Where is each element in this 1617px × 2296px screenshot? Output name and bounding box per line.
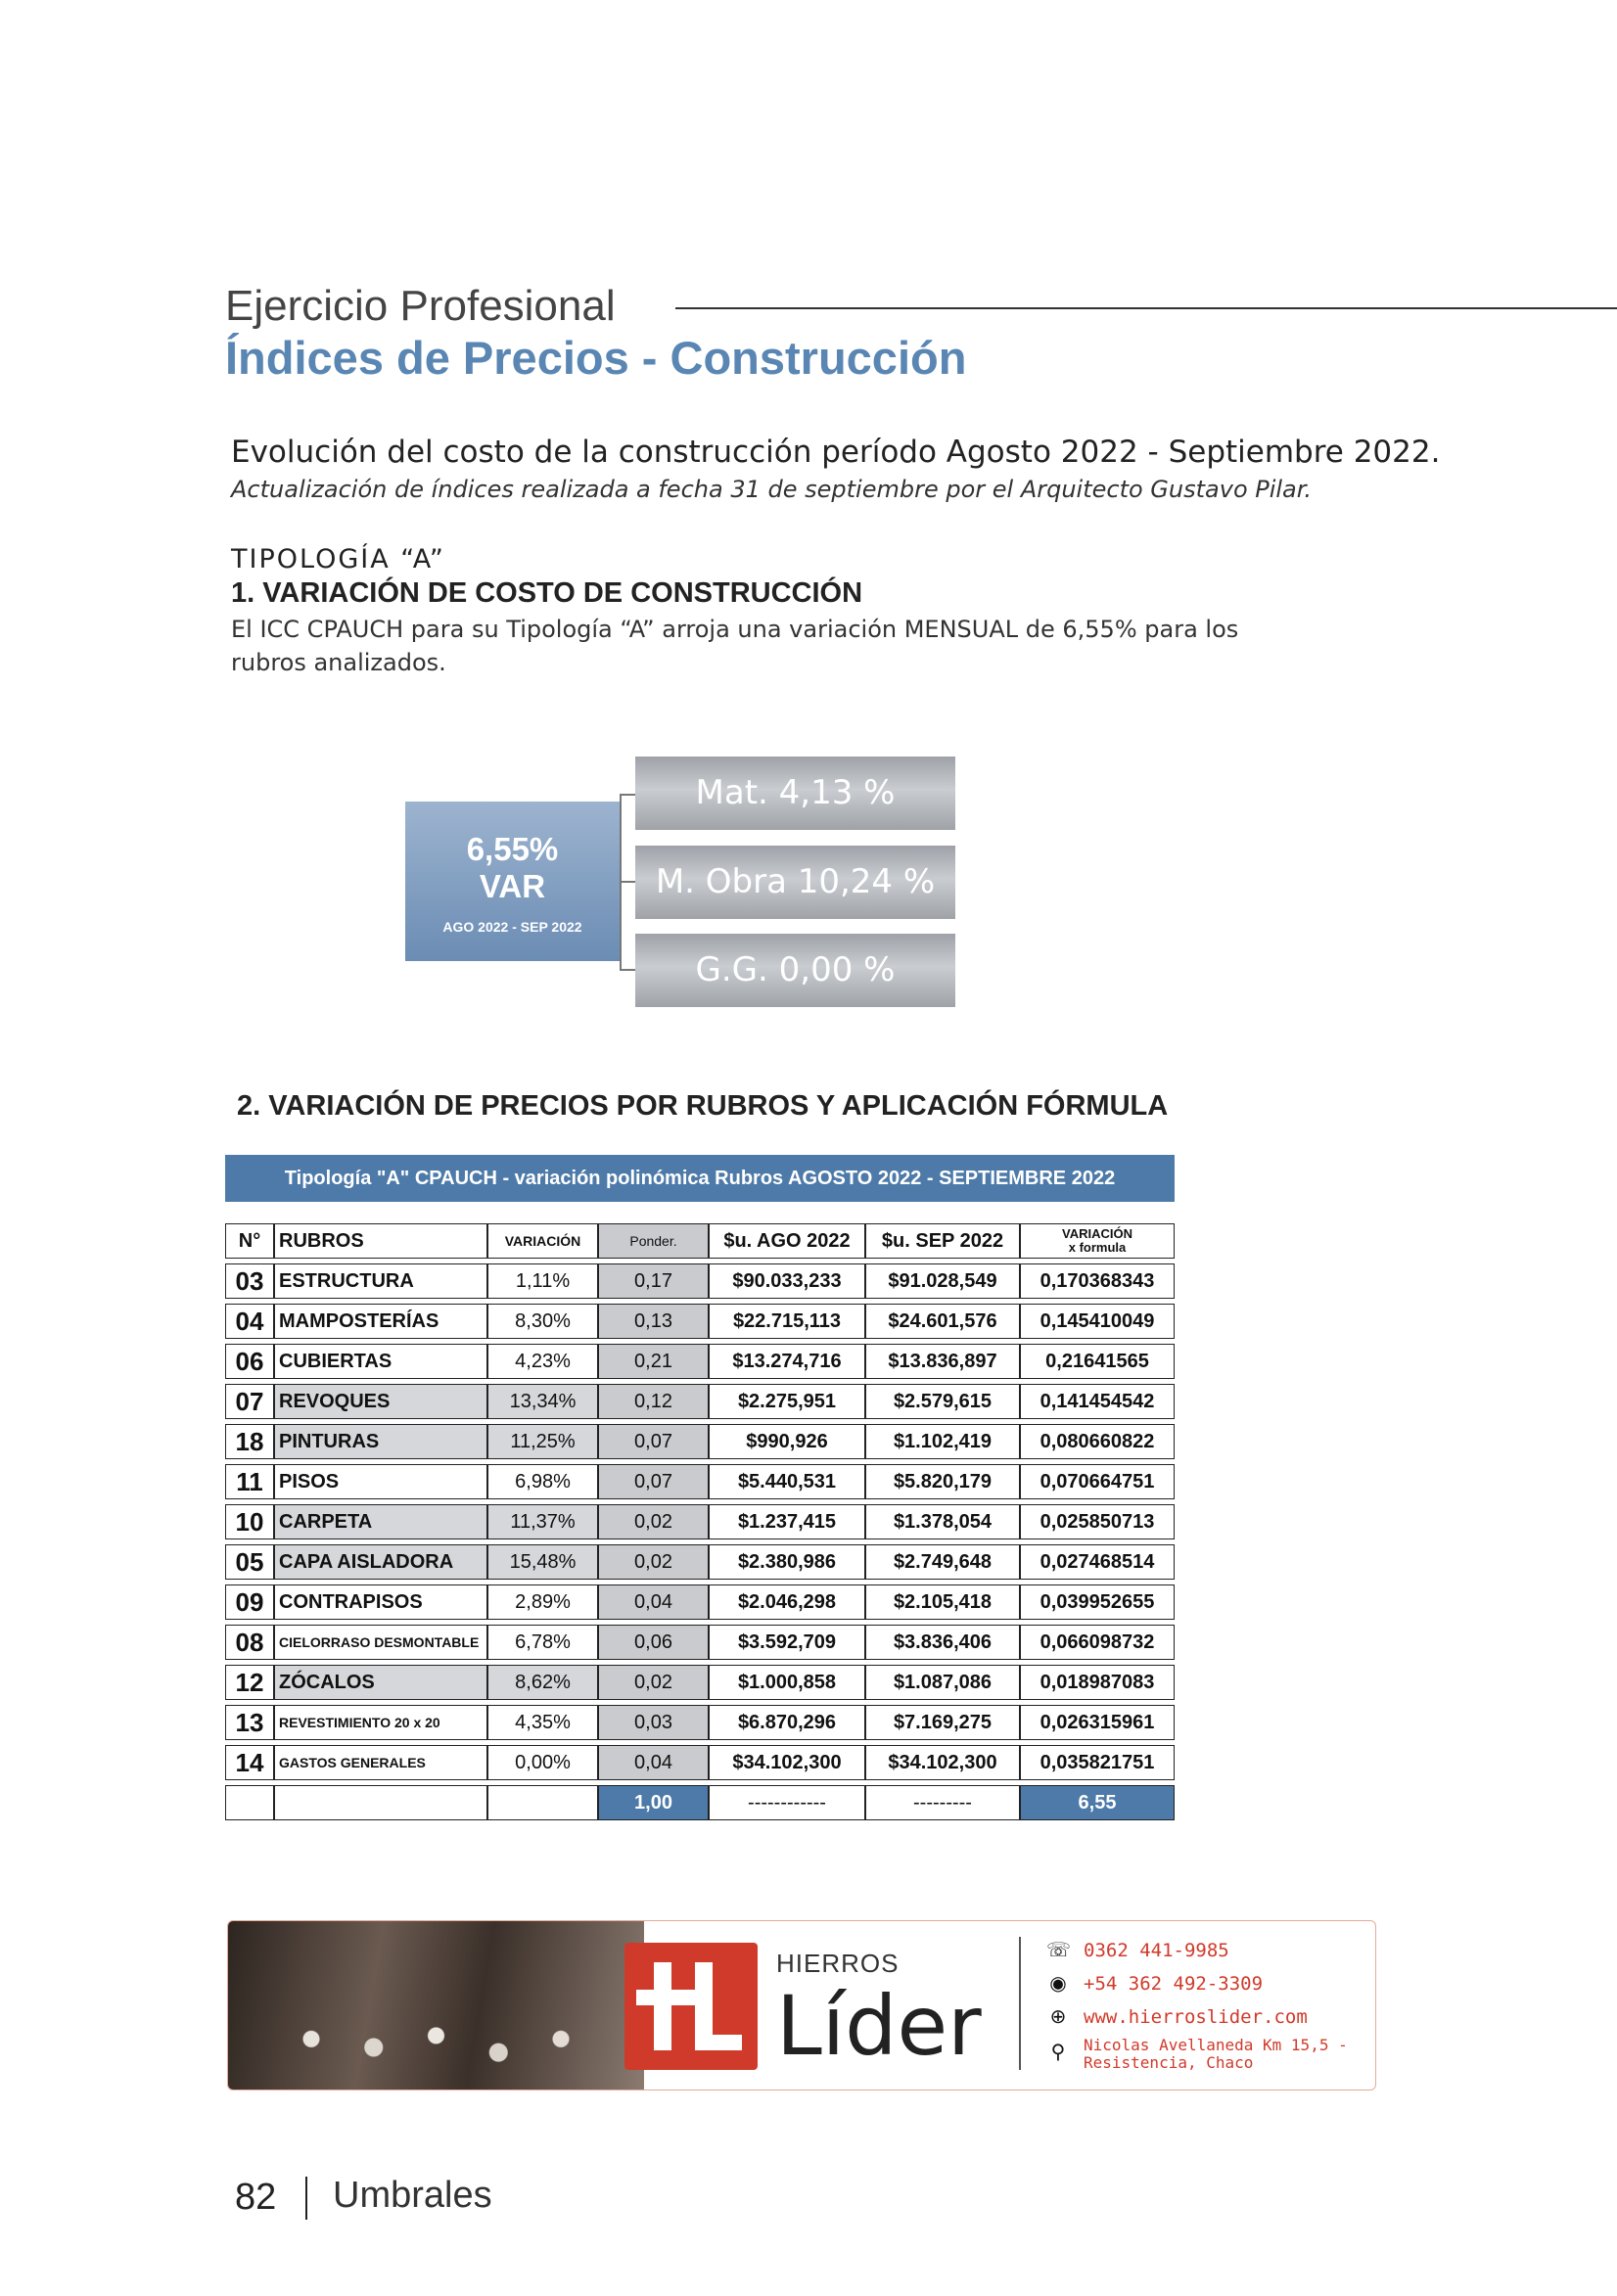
row-sep: $5.820,179 [865,1464,1020,1499]
totals-empty-cell [487,1785,598,1820]
row-number: 09 [225,1584,274,1620]
row-ago: $13.274,716 [709,1344,865,1379]
row-sep: $3.836,406 [865,1625,1020,1660]
advertisement-banner[interactable] [227,1920,1376,2090]
connector-line [620,881,635,883]
globe-icon: ⊕ [1049,2006,1067,2028]
row-sep: $1.102,419 [865,1424,1020,1459]
table-row [225,1665,1175,1700]
row-formula: 0,066098732 [1020,1625,1175,1660]
row-number: 10 [225,1504,274,1539]
table-totals-row [225,1785,1175,1820]
col-header-variacion: VARIACIÓN [487,1223,598,1259]
row-ponder: 0,02 [598,1504,709,1539]
row-number: 13 [225,1705,274,1740]
row-ponder: 0,06 [598,1625,709,1660]
row-number: 12 [225,1665,274,1700]
row-ago: $2.275,951 [709,1384,865,1419]
row-formula: 0,141454542 [1020,1384,1175,1419]
row-rubro: CONTRAPISOS [274,1584,487,1620]
row-variacion: 6,78% [487,1625,598,1660]
row-sep: $91.028,549 [865,1263,1020,1299]
row-ponder: 0,07 [598,1464,709,1499]
row-ago: $1.000,858 [709,1665,865,1700]
table-row [225,1584,1175,1620]
row-ago: $6.870,296 [709,1705,865,1740]
connector-line [620,969,635,971]
table-row [225,1625,1175,1660]
row-formula: 0,080660822 [1020,1424,1175,1459]
price-table [225,1218,1175,1825]
totals-sep: --------- [865,1785,1020,1820]
row-ponder: 0,07 [598,1424,709,1459]
row-ago: $22.715,113 [709,1304,865,1339]
row-ponder: 0,12 [598,1384,709,1419]
location-pin-icon: ⚲ [1050,2042,1066,2063]
section1-title: 1. VARIACIÓN DE COSTO DE CONSTRUCCIÓN [231,577,863,609]
steel-bars-photo [228,1921,644,2089]
table-row [225,1384,1175,1419]
connector-line [620,794,622,970]
table-header-row [225,1223,1175,1259]
row-variacion: 0,00% [487,1745,598,1780]
table-row [225,1424,1175,1459]
row-ago: $1.237,415 [709,1504,865,1539]
brand-logo-icon [624,1943,758,2070]
row-formula: 0,145410049 [1020,1304,1175,1339]
connector-line [620,794,635,796]
row-rubro: CIELORRASO DESMONTABLE [274,1625,487,1660]
row-formula: 0,070664751 [1020,1464,1175,1499]
row-rubro: GASTOS GENERALES [274,1745,487,1780]
row-sep: $1.087,086 [865,1665,1020,1700]
row-formula: 0,026315961 [1020,1705,1175,1740]
page-title: Índices de Precios - Construcción [225,332,967,384]
col-header-formula [1020,1223,1175,1259]
row-ponder: 0,02 [598,1544,709,1580]
row-ago: $5.440,531 [709,1464,865,1499]
row-variacion: 6,98% [487,1464,598,1499]
row-rubro: ZÓCALOS [274,1665,487,1700]
row-ponder: 0,04 [598,1584,709,1620]
row-ponder: 0,13 [598,1304,709,1339]
row-ponder: 0,21 [598,1344,709,1379]
row-rubro: CUBIERTAS [274,1344,487,1379]
table-row [225,1544,1175,1580]
totals-empty-cell [274,1785,487,1820]
row-sep: $2.579,615 [865,1384,1020,1419]
total-variation-period: AGO 2022 - SEP 2022 [442,919,582,935]
col-header-rubros: RUBROS [274,1223,487,1259]
section1-body: El ICC CPAUCH para su Tipología “A” arroja una variación MENSUAL de 6,55% para los rubros analizados. [231,616,1239,676]
table-row [225,1263,1175,1299]
row-ago: $2.046,298 [709,1584,865,1620]
table-row [225,1705,1175,1740]
table-row [225,1745,1175,1780]
section-kicker: Ejercicio Profesional [225,282,616,330]
row-formula: 0,039952655 [1020,1584,1175,1620]
row-ago: $90.033,233 [709,1263,865,1299]
row-sep: $34.102,300 [865,1745,1020,1780]
table-row [225,1464,1175,1499]
row-rubro: MAMPOSTERÍAS [274,1304,487,1339]
brand-name: Líder [776,1978,982,2074]
row-rubro: REVESTIMIENTO 20 x 20 [274,1705,487,1740]
row-formula: 0,018987083 [1020,1665,1175,1700]
page-number: 82 [235,2177,277,2218]
footer-separator [305,2177,307,2220]
row-ago: $34.102,300 [709,1745,865,1780]
ad-website[interactable]: www.hierroslider.com [1084,2006,1308,2028]
row-sep: $13.836,897 [865,1344,1020,1379]
totals-formula: 6,55 [1020,1785,1175,1820]
section2-title: 2. VARIACIÓN DE PRECIOS POR RUBROS Y APLICACIÓN FÓRMULA [237,1090,1169,1122]
whatsapp-icon: ◉ [1049,1973,1067,1995]
row-rubro: PISOS [274,1464,487,1499]
row-rubro: CARPETA [274,1504,487,1539]
totals-ponder: 1,00 [598,1785,709,1820]
ad-phone[interactable]: 0362 441-9985 [1084,1940,1229,1961]
ad-whatsapp[interactable]: +54 362 492-3309 [1084,1973,1264,1995]
row-sep: $2.105,418 [865,1584,1020,1620]
row-variacion: 4,23% [487,1344,598,1379]
totals-ago: ------------ [709,1785,865,1820]
row-sep: $7.169,275 [865,1705,1020,1740]
overhead-variation: G.G. 0,00 % [635,934,955,1007]
row-number: 18 [225,1424,274,1459]
intro-subtitle: Actualización de índices realizada a fecha 31 de septiembre por el Arquitecto Gustavo Pilar. [231,476,1313,503]
row-number: 05 [225,1544,274,1580]
row-variacion: 8,30% [487,1304,598,1339]
row-number: 14 [225,1745,274,1780]
publication-name: Umbrales [333,2175,492,2216]
row-sep: $2.749,648 [865,1544,1020,1580]
ad-address-line1: Nicolas Avellaneda Km 15,5 - [1084,2036,1348,2054]
row-formula: 0,21641565 [1020,1344,1175,1379]
row-number: 04 [225,1304,274,1339]
intro-title: Evolución del costo de la construcción período Agosto 2022 - Septiembre 2022. [231,435,1441,470]
row-variacion: 15,48% [487,1544,598,1580]
row-number: 11 [225,1464,274,1499]
row-ponder: 0,02 [598,1665,709,1700]
total-variation-label: VAR [479,868,546,904]
col-header-ago: $u. AGO 2022 [709,1223,865,1259]
total-variation-value: 6,55% [466,831,559,867]
row-number: 07 [225,1384,274,1419]
typology-heading: TIPOLOGÍA “A” [231,544,445,574]
row-formula: 0,027468514 [1020,1544,1175,1580]
row-variacion: 8,62% [487,1665,598,1700]
row-rubro: REVOQUES [274,1384,487,1419]
row-variacion: 4,35% [487,1705,598,1740]
row-ago: $990,926 [709,1424,865,1459]
table-row [225,1304,1175,1339]
row-formula: 0,035821751 [1020,1745,1175,1780]
row-rubro: PINTURAS [274,1424,487,1459]
brand-name-small: HIERROS [776,1949,900,1978]
phone-icon: ☏ [1046,1940,1072,1961]
header-rule [675,307,1617,309]
row-number: 06 [225,1344,274,1379]
col-header-ponder: Ponder. [598,1223,709,1259]
row-variacion: 13,34% [487,1384,598,1419]
ad-divider [1019,1937,1021,2070]
row-ponder: 0,17 [598,1263,709,1299]
row-variacion: 11,25% [487,1424,598,1459]
table-caption: Tipología "A" CPAUCH - variación polinómica Rubros AGOSTO 2022 - SEPTIEMBRE 2022 [225,1155,1175,1202]
col-header-formula-line2: x formula [1068,1240,1127,1255]
row-rubro: ESTRUCTURA [274,1263,487,1299]
row-variacion: 1,11% [487,1263,598,1299]
row-ponder: 0,04 [598,1745,709,1780]
col-header-sep: $u. SEP 2022 [865,1223,1020,1259]
row-variacion: 2,89% [487,1584,598,1620]
col-header-formula-line1: VARIACIÓN [1062,1226,1132,1241]
row-number: 03 [225,1263,274,1299]
row-sep: $1.378,054 [865,1504,1020,1539]
total-variation-box [405,802,620,961]
ad-address-line2: Resistencia, Chaco [1084,2053,1254,2072]
row-rubro: CAPA AISLADORA [274,1544,487,1580]
table-row [225,1504,1175,1539]
totals-empty-cell [225,1785,274,1820]
row-ago: $3.592,709 [709,1625,865,1660]
row-sep: $24.601,576 [865,1304,1020,1339]
materials-variation: Mat. 4,13 % [635,757,955,830]
table-row [225,1344,1175,1379]
row-formula: 0,025850713 [1020,1504,1175,1539]
row-formula: 0,170368343 [1020,1263,1175,1299]
row-ago: $2.380,986 [709,1544,865,1580]
row-number: 08 [225,1625,274,1660]
col-header-n: N° [225,1223,274,1259]
row-variacion: 11,37% [487,1504,598,1539]
row-ponder: 0,03 [598,1705,709,1740]
labor-variation: M. Obra 10,24 % [635,846,955,919]
